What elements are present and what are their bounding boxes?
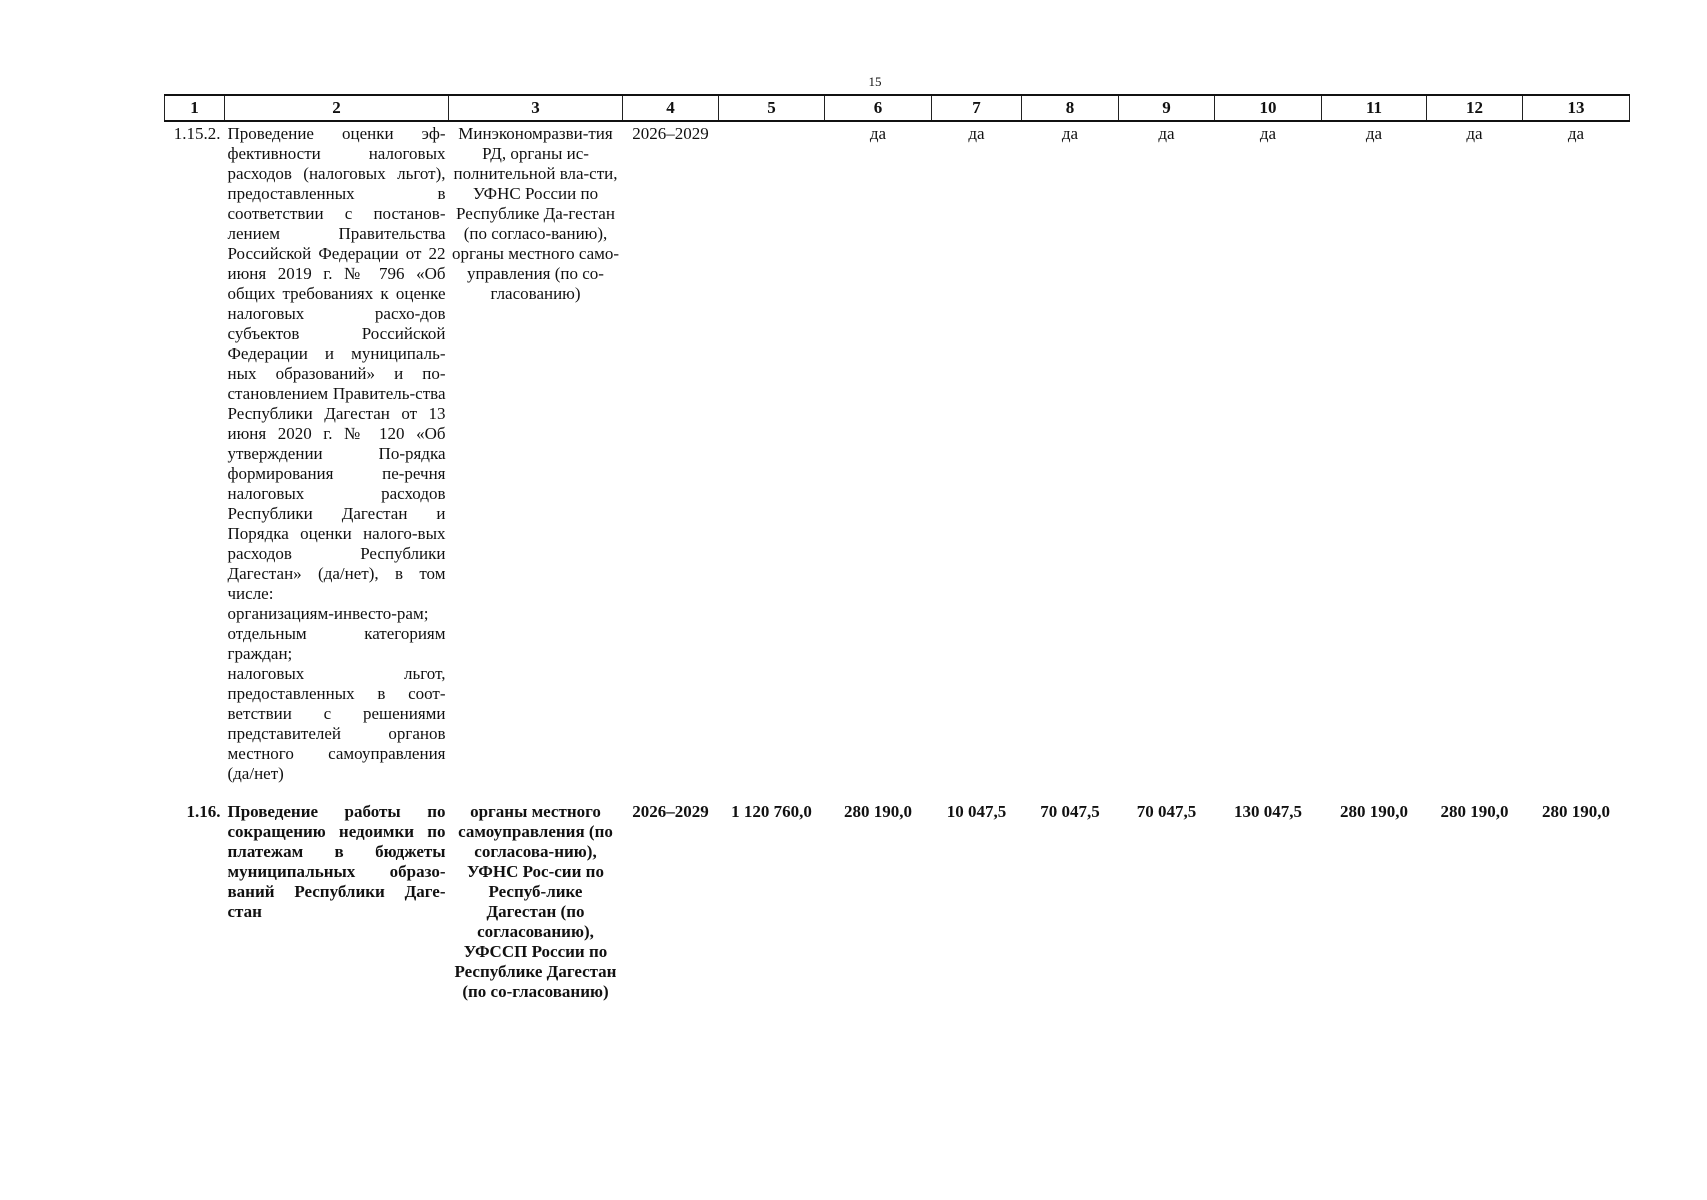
value-cell: 10 047,5 [946,802,1007,821]
column-header: 5 [719,95,825,121]
header-row [165,95,1630,121]
row-number: 1.15.2. [173,124,221,143]
column-header: 7 [932,95,1022,121]
measures-table [164,94,1630,1002]
row-number: 1.16. [186,802,221,821]
value-cell: 70 047,5 [1040,802,1100,821]
row-period: 2026–2029 [632,802,709,821]
page-number: 15 [868,74,882,89]
column-header: 4 [623,95,719,121]
row-description: Проведение работы по сокращению недоимки по платежам в бюджеты муниципальных образо-ваний Республики Даге-стан [227,802,446,921]
column-header: 13 [1523,95,1630,121]
value-cell: 280 190,0 [844,802,912,821]
sub-item: отдельным категориям граждан; [227,624,446,663]
column-header: 8 [1022,95,1119,121]
value-cell: 70 047,5 [1136,802,1197,821]
sub-item: организациям-инвесто-рам; [227,604,429,623]
table-row [165,121,1630,784]
value-cell: 280 190,0 [1440,802,1509,821]
column-header: 6 [825,95,932,121]
table-row [165,784,1630,1002]
value-cell: 1 120 760,0 [731,802,812,821]
row-description [225,121,449,784]
value-cell: да [1259,124,1277,143]
row-executor: Минэкономразви-тия РД, органы ис-полнительной вла-сти, УФНС России по Республике Да-гестан (по согласо-ванию), органы местного само-управления (по со-гласованию) [451,124,620,303]
value-cell: да [1466,124,1483,143]
description-text: Проведение оценки эф-фективности налоговых расходов (налоговых льгот), предоставленных в соответствии с постанов-лением Правительства Российской Федерации от 22 июня 2019 г. № 796 «Об общих требованиях к оценке налоговых расхо-дов субъектов Российской Федерации и муниципаль-ных образований» и по-становлением Правитель-ства Республики Дагестан от 13 июня 2020 г. № 120 «Об утверждении По-рядка формирования пе-речня налоговых расходов Республики Дагестан и Порядка оценки налого-вых расходов Республики Дагестан» (да/нет), в том числе: [227,124,446,603]
value-cell: да [1365,124,1383,143]
column-header: 10 [1215,95,1322,121]
column-header: 2 [225,95,449,121]
sub-item: налоговых льгот, предоставленных в соот-ветствии с решениями представителей органов местного самоуправления (да/нет) [227,664,446,783]
row-period: 2026–2029 [632,124,709,143]
value-cell: 280 190,0 [1340,802,1408,821]
column-header: 1 [165,95,225,121]
column-header: 11 [1322,95,1427,121]
value-cell: да [1567,124,1585,143]
column-header: 3 [449,95,623,121]
value-cell: да [968,124,985,143]
column-header: 9 [1119,95,1215,121]
value-cell: да [1158,124,1175,143]
value-cell: 280 190,0 [1542,802,1610,821]
value-cell: да [1061,124,1079,143]
row-executor: органы местного самоуправления (по согласова-нию), УФНС Рос-сии по Респуб-лике Дагестан (по согласованию), УФССП России по Республике Дагестан (по со-гласованию) [454,802,617,1001]
value-cell [719,121,825,784]
column-header: 12 [1427,95,1523,121]
value-cell: да [869,124,887,143]
value-cell: 130 047,5 [1234,802,1302,821]
